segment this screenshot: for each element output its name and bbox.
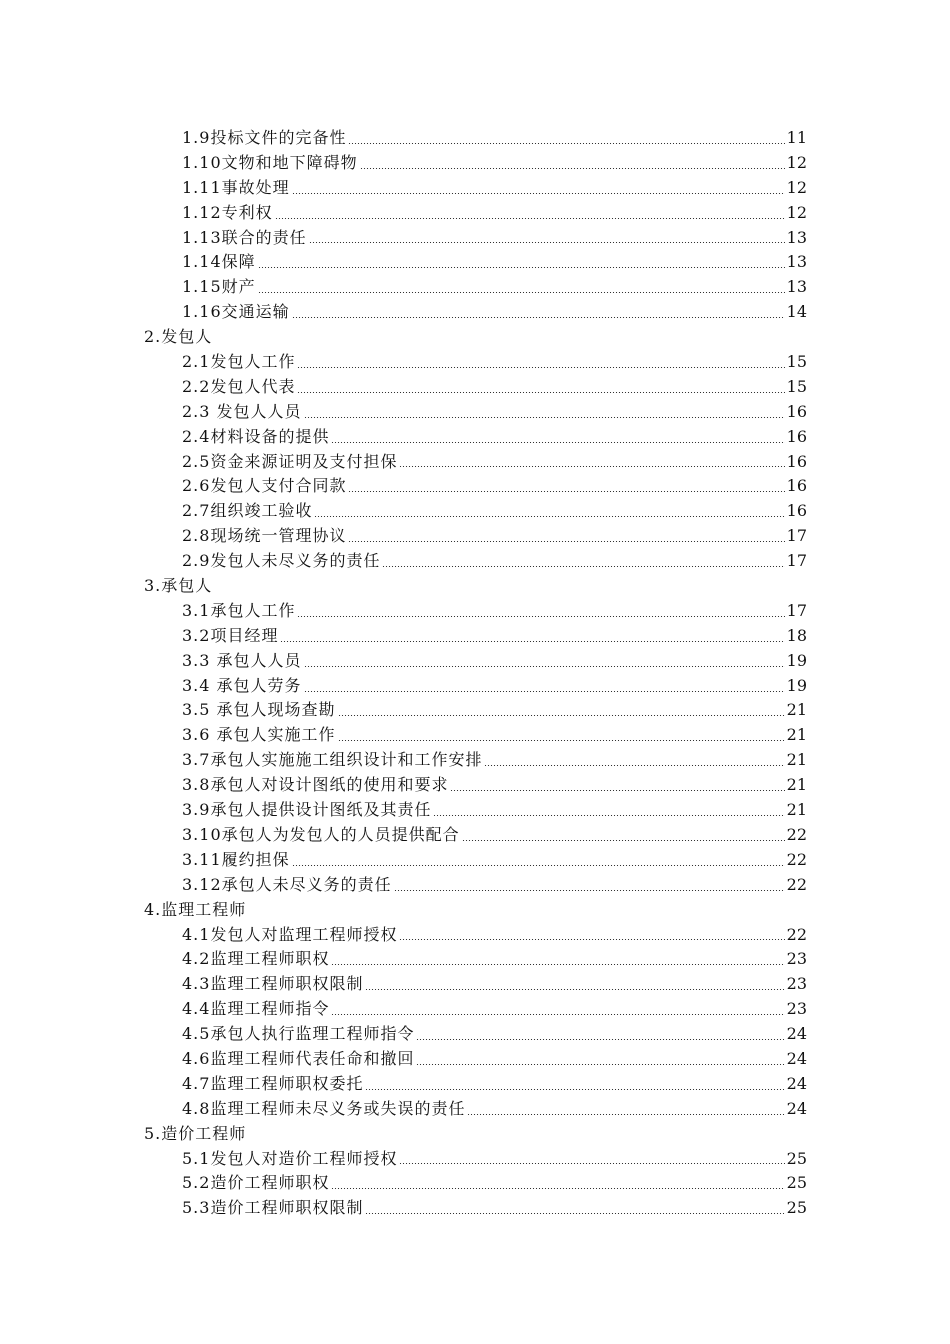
toc-entry-title: 2.3 发包人人员 bbox=[182, 401, 302, 421]
toc-entry bbox=[0, 997, 950, 1022]
toc-entry-title: 2.6发包人支付合同款 bbox=[182, 476, 347, 496]
dot-leader bbox=[297, 616, 784, 617]
dot-leader bbox=[348, 541, 784, 542]
toc-entry-row bbox=[182, 151, 807, 176]
toc-entry-title: 3.9承包人提供设计图纸及其责任 bbox=[182, 800, 432, 820]
toc-entry bbox=[0, 474, 950, 499]
toc-entry-row bbox=[182, 375, 807, 400]
dot-leader bbox=[360, 168, 785, 169]
toc-entry bbox=[0, 624, 950, 649]
toc-entry-title: 4.4监理工程师指令 bbox=[182, 999, 330, 1019]
dot-leader bbox=[258, 267, 785, 268]
dot-leader bbox=[280, 641, 784, 642]
toc-page-number: 25 bbox=[786, 1198, 807, 1218]
toc-entry bbox=[0, 848, 950, 873]
toc-entry-title: 2.2发包人代表 bbox=[182, 376, 296, 396]
toc-entry-title: 4.8监理工程师未尽义务或失误的责任 bbox=[182, 1098, 466, 1118]
toc-entry bbox=[0, 698, 950, 723]
toc-entry bbox=[0, 1047, 950, 1072]
toc-page-number: 22 bbox=[786, 849, 807, 869]
dot-leader bbox=[304, 666, 785, 667]
toc-entry-row bbox=[182, 698, 807, 723]
toc-entry-row bbox=[182, 1196, 807, 1221]
toc-entry bbox=[0, 250, 950, 275]
toc-page-number: 24 bbox=[786, 1098, 807, 1118]
dot-leader bbox=[331, 442, 784, 443]
toc-entry-row bbox=[182, 723, 807, 748]
toc-entry-row bbox=[182, 599, 807, 624]
toc-entry bbox=[0, 524, 950, 549]
dot-leader bbox=[304, 691, 785, 692]
toc-page-number: 22 bbox=[786, 924, 807, 944]
toc-entry-title: 3.3 承包人人员 bbox=[182, 650, 302, 670]
toc-page-number: 13 bbox=[786, 277, 807, 297]
toc-page-number: 18 bbox=[786, 625, 807, 645]
toc-page-number: 24 bbox=[786, 1073, 807, 1093]
toc-entry-row bbox=[182, 176, 807, 201]
toc-entry-row bbox=[182, 549, 807, 574]
toc-entry-title: 2.5资金来源证明及支付担保 bbox=[182, 451, 398, 471]
toc-entry-title: 5.1发包人对造价工程师授权 bbox=[182, 1148, 398, 1168]
dot-leader bbox=[292, 317, 785, 318]
dot-leader bbox=[338, 715, 785, 716]
toc-entry bbox=[0, 375, 950, 400]
toc-entry-row bbox=[182, 947, 807, 972]
toc-entry-row bbox=[182, 350, 807, 375]
toc-page-number: 25 bbox=[786, 1173, 807, 1193]
toc-page-number: 23 bbox=[786, 974, 807, 994]
toc-page-number: 21 bbox=[786, 750, 807, 770]
toc-entry-row bbox=[182, 748, 807, 773]
toc-entry-title: 2.9发包人未尽义务的责任 bbox=[182, 551, 381, 571]
toc-entry-row bbox=[182, 823, 807, 848]
toc-entry-title: 4.6监理工程师代表任命和撤回 bbox=[182, 1048, 415, 1068]
toc-entry-row bbox=[182, 1022, 807, 1047]
toc-page-number: 12 bbox=[786, 177, 807, 197]
toc-entry-title: 4.7监理工程师职权委托 bbox=[182, 1073, 364, 1093]
toc-page-number: 21 bbox=[786, 700, 807, 720]
toc-entry bbox=[0, 674, 950, 699]
toc-entry-title: 3.10承包人为发包人的人员提供配合 bbox=[182, 824, 460, 844]
dot-leader bbox=[314, 516, 784, 517]
toc-entry-title: 3.11履约担保 bbox=[182, 849, 290, 869]
toc-entry bbox=[0, 798, 950, 823]
toc-chapter-heading bbox=[0, 898, 950, 923]
dot-leader bbox=[399, 466, 784, 467]
dot-leader bbox=[433, 815, 784, 816]
dot-leader bbox=[365, 1089, 784, 1090]
toc-entry-row bbox=[182, 425, 807, 450]
toc-entry-title: 3.12承包人未尽义务的责任 bbox=[182, 874, 392, 894]
toc-entry-title: 1.9投标文件的完备性 bbox=[182, 128, 347, 147]
toc-entry-row bbox=[182, 1047, 807, 1072]
toc-entry-title: 4.1发包人对监理工程师授权 bbox=[182, 924, 398, 944]
toc-entry-row bbox=[182, 1072, 807, 1097]
toc-entry bbox=[0, 947, 950, 972]
toc-page-number: 24 bbox=[786, 1024, 807, 1044]
toc-entry-title: 4.2监理工程师职权 bbox=[182, 949, 330, 969]
toc-entry bbox=[0, 1072, 950, 1097]
toc-entry bbox=[0, 400, 950, 425]
toc-chapter-heading bbox=[0, 574, 950, 599]
toc-page-number: 16 bbox=[786, 401, 807, 421]
toc-chapter-title: 4.监理工程师 bbox=[144, 899, 247, 919]
dot-leader bbox=[331, 1014, 784, 1015]
toc-entry-title: 1.11事故处理 bbox=[182, 177, 290, 197]
toc-page-number: 24 bbox=[786, 1048, 807, 1068]
dot-leader bbox=[292, 193, 785, 194]
dot-leader bbox=[467, 1114, 784, 1115]
toc-entry-title: 2.1发包人工作 bbox=[182, 352, 296, 372]
dot-leader bbox=[309, 242, 785, 243]
toc-entry-row bbox=[182, 674, 807, 699]
toc-page-number: 16 bbox=[786, 451, 807, 471]
dot-leader bbox=[258, 292, 785, 293]
toc-entry bbox=[0, 499, 950, 524]
toc-entry bbox=[0, 1171, 950, 1196]
toc-entry-title: 1.12专利权 bbox=[182, 202, 273, 222]
dot-leader bbox=[297, 367, 784, 368]
toc-entry-title: 3.1承包人工作 bbox=[182, 600, 296, 620]
dot-leader bbox=[450, 790, 784, 791]
toc-entry-row bbox=[182, 1147, 807, 1172]
toc-chapter-heading bbox=[0, 325, 950, 350]
toc-entry-title: 3.4 承包人劳务 bbox=[182, 675, 302, 695]
toc-entry bbox=[0, 748, 950, 773]
toc-entry bbox=[0, 923, 950, 948]
toc-entry-row bbox=[182, 126, 807, 151]
toc-entry bbox=[0, 300, 950, 325]
toc-page-number: 14 bbox=[786, 302, 807, 322]
dot-leader bbox=[382, 566, 784, 567]
toc-entry bbox=[0, 723, 950, 748]
toc-entry bbox=[0, 1022, 950, 1047]
toc-entry bbox=[0, 151, 950, 176]
toc-chapter-title: 2.发包人 bbox=[144, 327, 213, 347]
dot-leader bbox=[365, 989, 784, 990]
toc-entry bbox=[0, 873, 950, 898]
dot-leader bbox=[365, 1213, 784, 1214]
toc-entry-title: 3.8承包人对设计图纸的使用和要求 bbox=[182, 775, 449, 795]
toc-page-number: 21 bbox=[786, 725, 807, 745]
toc-page-number: 21 bbox=[786, 775, 807, 795]
toc-entry-title: 1.10文物和地下障碍物 bbox=[182, 152, 358, 172]
toc-entry-title: 2.8现场统一管理协议 bbox=[182, 526, 347, 546]
dot-leader bbox=[292, 865, 785, 866]
dot-leader bbox=[416, 1064, 784, 1065]
toc-entry-title: 2.4材料设备的提供 bbox=[182, 426, 330, 446]
toc-chapter-title: 3.承包人 bbox=[144, 576, 213, 596]
toc-entry-row bbox=[182, 1097, 807, 1122]
toc-page-number: 12 bbox=[786, 202, 807, 222]
dot-leader bbox=[399, 939, 784, 940]
toc-page-number: 22 bbox=[786, 824, 807, 844]
toc-entry bbox=[0, 176, 950, 201]
toc-entry-row bbox=[182, 300, 807, 325]
dot-leader bbox=[331, 964, 784, 965]
toc-chapter-heading bbox=[0, 1122, 950, 1147]
toc-entry bbox=[0, 425, 950, 450]
dot-leader bbox=[348, 491, 784, 492]
toc-entry bbox=[0, 226, 950, 251]
toc-entry-title: 5.3造价工程师职权限制 bbox=[182, 1198, 364, 1218]
toc-entry-title: 5.2造价工程师职权 bbox=[182, 1173, 330, 1193]
toc-page-number: 25 bbox=[786, 1148, 807, 1168]
toc-entry-row bbox=[182, 773, 807, 798]
toc-entry-title: 1.13联合的责任 bbox=[182, 227, 307, 247]
toc-entry bbox=[0, 649, 950, 674]
toc-entry bbox=[0, 1147, 950, 1172]
dot-leader bbox=[484, 765, 784, 766]
toc-entry-row bbox=[182, 923, 807, 948]
toc-page-number: 13 bbox=[786, 252, 807, 272]
toc-entry-row bbox=[182, 226, 807, 251]
toc-entry-title: 4.5承包人执行监理工程师指令 bbox=[182, 1024, 415, 1044]
toc-page-number: 17 bbox=[786, 526, 807, 546]
toc-entry-title: 3.6 承包人实施工作 bbox=[182, 725, 336, 745]
toc-entry bbox=[0, 773, 950, 798]
toc-entry bbox=[0, 350, 950, 375]
dot-leader bbox=[297, 392, 784, 393]
toc-page-number: 13 bbox=[786, 227, 807, 247]
toc-page-number: 17 bbox=[786, 600, 807, 620]
toc-page-number: 11 bbox=[786, 128, 807, 147]
toc-entry-row bbox=[182, 450, 807, 475]
table-of-contents bbox=[0, 126, 950, 1221]
toc-entry-row bbox=[182, 649, 807, 674]
toc-entry-row bbox=[182, 201, 807, 226]
toc-entry-title: 3.2项目经理 bbox=[182, 625, 279, 645]
dot-leader bbox=[462, 840, 785, 841]
toc-entry bbox=[0, 972, 950, 997]
toc-entry-row bbox=[182, 624, 807, 649]
toc-entry-title: 3.7承包人实施施工组织设计和工作安排 bbox=[182, 750, 483, 770]
dot-leader bbox=[338, 740, 785, 741]
dot-leader bbox=[348, 143, 784, 144]
toc-entry-title: 2.7组织竣工验收 bbox=[182, 501, 313, 521]
toc-entry bbox=[0, 599, 950, 624]
toc-entry-row bbox=[182, 474, 807, 499]
toc-entry bbox=[0, 823, 950, 848]
dot-leader bbox=[416, 1039, 784, 1040]
toc-entry-row bbox=[182, 499, 807, 524]
toc-entry bbox=[0, 450, 950, 475]
toc-entry-title: 4.3监理工程师职权限制 bbox=[182, 974, 364, 994]
toc-entry-row bbox=[182, 848, 807, 873]
toc-entry bbox=[0, 126, 950, 151]
toc-entry bbox=[0, 1097, 950, 1122]
toc-entry-row bbox=[182, 997, 807, 1022]
toc-page-number: 17 bbox=[786, 551, 807, 571]
toc-page-number: 22 bbox=[786, 874, 807, 894]
toc-entry-row bbox=[182, 873, 807, 898]
toc-page-number: 15 bbox=[786, 376, 807, 396]
toc-page-number: 19 bbox=[786, 650, 807, 670]
dot-leader bbox=[399, 1163, 784, 1164]
toc-page-number: 19 bbox=[786, 675, 807, 695]
toc-entry bbox=[0, 201, 950, 226]
toc-chapter-title: 5.造价工程师 bbox=[144, 1123, 247, 1143]
toc-entry-title: 3.5 承包人现场查勘 bbox=[182, 700, 336, 720]
toc-entry bbox=[0, 1196, 950, 1221]
toc-entry-title: 1.15财产 bbox=[182, 277, 256, 297]
toc-entry bbox=[0, 549, 950, 574]
toc-page-number: 16 bbox=[786, 426, 807, 446]
toc-page-number: 21 bbox=[786, 800, 807, 820]
toc-entry-row bbox=[182, 250, 807, 275]
toc-page-number: 23 bbox=[786, 949, 807, 969]
toc-entry-row bbox=[182, 1171, 807, 1196]
toc-entry-row bbox=[182, 798, 807, 823]
toc-entry-row bbox=[182, 275, 807, 300]
toc-entry-row bbox=[182, 972, 807, 997]
toc-entry-title: 1.16交通运输 bbox=[182, 302, 290, 322]
dot-leader bbox=[331, 1188, 784, 1189]
toc-page-number: 16 bbox=[786, 501, 807, 521]
toc-page-number: 15 bbox=[786, 352, 807, 372]
toc-page-number: 12 bbox=[786, 152, 807, 172]
dot-leader bbox=[275, 218, 785, 219]
toc-entry-row bbox=[182, 400, 807, 425]
toc-page-number: 16 bbox=[786, 476, 807, 496]
dot-leader bbox=[304, 417, 785, 418]
toc-entry-row bbox=[182, 524, 807, 549]
dot-leader bbox=[394, 890, 785, 891]
toc-entry bbox=[0, 275, 950, 300]
toc-entry-title: 1.14保障 bbox=[182, 252, 256, 272]
toc-page-number: 23 bbox=[786, 999, 807, 1019]
